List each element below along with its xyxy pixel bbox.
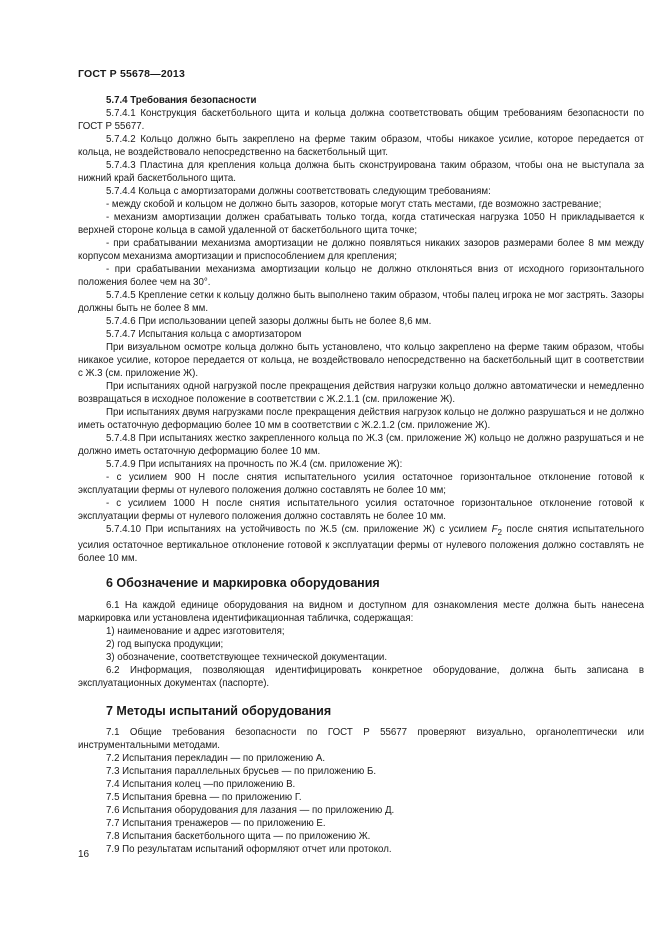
paragraph-5-7-4-10	[78, 523, 644, 565]
section-5-7-4-title: 5.7.4 Требования безопасности	[106, 95, 257, 106]
section-7-heading: 7 Методы испытаний оборудования	[106, 703, 332, 718]
paragraph: 5.7.4.5 Крепление сетки к кольцу должно быть выполнено таким образом, чтобы палец игрока не мог застрять. Зазоры должны быть не более 8 мм.	[78, 290, 644, 314]
list-item: - механизм амортизации должен срабатывать только тогда, когда статическая нагрузка 1050 Н прикладывается к верхней стороне кольца в самой удаленной от баскетбольного щита точке;	[78, 212, 644, 236]
force-subscript: 2	[497, 527, 502, 537]
paragraph: 6.1 На каждой единице оборудования на видном и доступном для ознакомления месте должна быть нанесена маркировка или установлена идентификационная табличка, содержащая:	[78, 599, 644, 624]
document-header: ГОСТ Р 55678—2013	[78, 68, 186, 80]
force-variable: F	[491, 524, 498, 535]
page-number: 16	[78, 849, 90, 860]
paragraph: 5.7.4.9 При испытаниях на прочность по Ж.4 (см. приложение Ж):	[106, 459, 403, 470]
paragraph: 7.1 Общие требования безопасности по ГОСТ Р 55677 проверяют визуально, органолептически или инструментальными методами.	[78, 726, 644, 751]
list-item: - с усилием 1000 Н после снятия испытательного усилия остаточное горизонтальное отклонение готовой к эксплуатации фермы от нулевого положения должно составлять не более 10 мм.	[78, 498, 644, 522]
list-item: 7.4 Испытания колец —по приложению В.	[106, 778, 296, 790]
list-item: 7.2 Испытания перекладин — по приложению А.	[106, 752, 326, 764]
section-6-heading: 6 Обозначение и маркировка оборудования	[106, 575, 380, 590]
list-item: 3) обозначение, соответствующее технической документации.	[106, 651, 388, 663]
list-item: 7.6 Испытания оборудования для лазания — по приложению Д.	[106, 804, 395, 816]
paragraph: 5.7.4.6 При использовании цепей зазоры должны быть не более 8,6 мм.	[106, 316, 432, 327]
paragraph-text: 5.7.4.10 При испытаниях на устойчивость по Ж.5 (см. приложение Ж) с усилием	[106, 524, 492, 535]
list-item: 7.3 Испытания параллельных брусьев — по приложению Б.	[106, 765, 377, 777]
paragraph: При визуальном осмотре кольца должно быть установлено, что кольцо закреплено на ферме таким образом, чтобы никакое усилие, которое передается от кольца, не воздействовало непосредственно на баскетбольный щит в соответствии с Ж.3 (см. приложение Ж).	[78, 342, 644, 379]
paragraph: 5.7.4.7 Испытания кольца с амортизатором	[106, 329, 302, 340]
paragraph-text: после снятия испытательного усилия остаточное вертикальное отклонение готовой к эксплуатации фермы от нулевого положения должно составлять не более 10 мм.	[78, 524, 644, 564]
paragraph: При испытаниях одной нагрузкой после прекращения действия нагрузки кольцо должно автоматически и немедленно возвращаться в исходное положение в соответствии с Ж.2.1.1 (см. приложение Ж).	[78, 381, 644, 405]
list-item: 7.8 Испытания баскетбольного щита — по приложению Ж.	[106, 830, 371, 842]
paragraph: 5.7.4.4 Кольца с амортизаторами должны соответствовать следующим требованиям:	[106, 186, 491, 197]
list-item: - между скобой и кольцом не должно быть зазоров, которые могут стать местами, где возможно застревание;	[106, 199, 602, 210]
list-item: 1) наименование и адрес изготовителя;	[106, 625, 285, 637]
list-item: 2) год выпуска продукции;	[106, 638, 224, 650]
list-item: 7.9 По результатам испытаний оформляют отчет или протокол.	[106, 843, 392, 855]
document-body	[78, 94, 644, 856]
list-item: - при срабатывании механизма амортизации не должно появляться никаких зазоров размерами более 8 мм между корпусом механизма амортизации и приспособлением для крепления;	[78, 238, 644, 262]
paragraph: 5.7.4.2 Кольцо должно быть закреплено на ферме таким образом, чтобы никакое усилие, которое передается от кольца, не воздействовало непосредственно на баскетбольный щит.	[78, 134, 644, 158]
paragraph: 5.7.4.8 При испытаниях жестко закрепленного кольца по Ж.3 (см. приложение Ж) кольцо не должно разрушаться и не должно иметь остаточную деформацию более 10 мм.	[78, 433, 644, 457]
paragraph: 6.2 Информация, позволяющая идентифицировать конкретное оборудование, должна быть записана в эксплуатационных документах (паспорте).	[78, 664, 644, 689]
list-item: - при срабатывании механизма амортизации кольцо не должно отклоняться вниз от исходного горизонтального положения более чем на 30°.	[78, 264, 644, 288]
paragraph: 5.7.4.1 Конструкция баскетбольного щита и кольца должна соответствовать общим требованиям безопасности по ГОСТ Р 55677.	[78, 108, 644, 132]
list-item: 7.7 Испытания тренажеров — по приложению Е.	[106, 817, 326, 829]
paragraph: 5.7.4.3 Пластина для крепления кольца должна быть сконструирована таким образом, чтобы она не выступала за нижний край баскетбольного щита.	[78, 160, 644, 184]
paragraph: При испытаниях двумя нагрузками после прекращения действия нагрузок кольцо не должно разрушаться и не должно иметь остаточную деформацию более 10 мм в соответствии с Ж.2.1.2 (см. приложение Ж).	[78, 407, 644, 431]
list-item: 7.5 Испытания бревна — по приложению Г.	[106, 791, 302, 803]
list-item: - с усилием 900 Н после снятия испытательного усилия остаточное горизонтальное отклонение готовой к эксплуатации фермы от нулевого положения должно составлять не более 10 мм;	[78, 472, 644, 496]
